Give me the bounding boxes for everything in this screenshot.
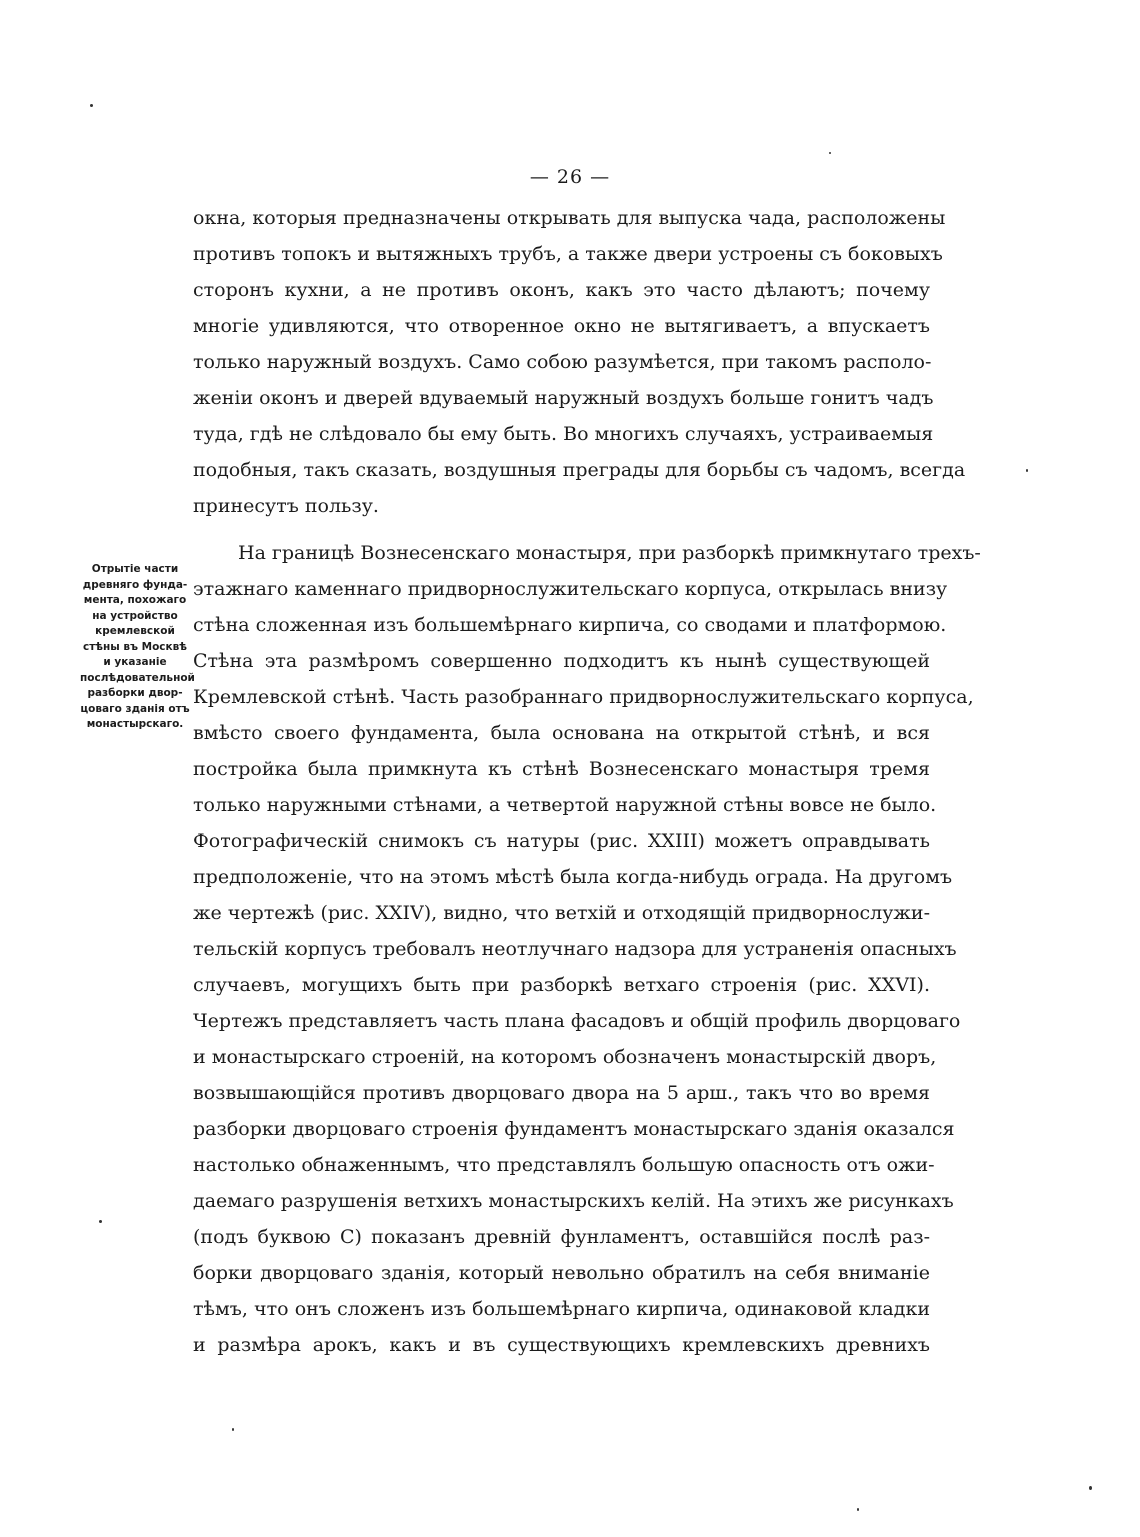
text-line: сторонъ кухни, а не противъ оконъ, какъ это часто дѣлаютъ; почему (193, 279, 930, 301)
text-line: постройка была примкнута къ стѣнѣ Вознесенскаго монастыря тремя (193, 758, 930, 780)
marginal-line: послѣдовательной (80, 671, 195, 684)
text-line: (подъ буквою С) показанъ древній фунламентъ, оставшійся послѣ раз- (193, 1226, 930, 1248)
scan-speck (232, 1428, 234, 1431)
scan-speck (90, 104, 93, 107)
scan-speck (1026, 469, 1028, 472)
text-line: настолько обнаженнымъ, что представлялъ большую опасность отъ ожи- (193, 1154, 935, 1176)
text-line: даемаго разрушенія ветхихъ монастырскихъ келій. На этихъ же рисункахъ (193, 1190, 954, 1212)
text-line: этажнаго каменнаго придворнослужительскаго корпуса, открылась внизу (193, 578, 948, 600)
text-line: вмѣсто своего фундамента, была основана на открытой стѣнѣ, и вся (193, 722, 930, 744)
marginal-line: древняго фунда- (82, 578, 188, 591)
text-line: же чертежѣ (рис. XXIV), видно, что ветхій и отходящій придворнослужи- (193, 902, 930, 924)
text-line: тельскій корпусъ требовалъ неотлучнаго надзора для устраненія опасныхъ (193, 938, 957, 960)
text-line: Кремлевской стѣнѣ. Часть разобраннаго придворнослужительскаго корпуса, (193, 686, 974, 708)
marginal-line: монастырскаго. (86, 718, 184, 730)
page-number: — 26 — (529, 166, 611, 188)
text-line: стѣна сложенная изъ большемѣрнаго кирпича, со сводами и платформою. (193, 614, 947, 636)
marginal-line: кремлевской (95, 625, 175, 637)
text-line: разборки дворцоваго строенія фундаментъ монастырскаго зданія оказался (193, 1118, 955, 1140)
marginal-line: мента, похожаго (83, 594, 187, 606)
text-line: женіи оконъ и дверей вдуваемый наружный воздухъ больше гонитъ чадъ (193, 387, 934, 409)
text-line: Чертежъ представляетъ часть плана фасадовъ и общій профиль дворцоваго (193, 1010, 961, 1032)
text-line: противъ топокъ и вытяжныхъ трубъ, а также двери устроены съ боковыхъ (193, 243, 943, 265)
marginal-line: разборки двор- (87, 687, 183, 699)
text-line: только наружный воздухъ. Само собою разумѣется, при такомъ располо- (193, 351, 932, 373)
text-line: подобныя, такъ сказать, воздушныя преграды для борьбы съ чадомъ, всегда (193, 459, 966, 481)
scan-speck (857, 1508, 859, 1511)
marginal-line: стѣны въ Москвѣ (82, 640, 187, 653)
marginal-line: Отрытіе части (91, 563, 179, 575)
marginal-note (80, 562, 195, 733)
text-line: принесутъ пользу. (193, 495, 379, 517)
scan-speck (1089, 1486, 1092, 1490)
marginal-line: на устройство (92, 609, 178, 622)
text-line: случаевъ, могущихъ быть при разборкѣ ветхаго строенія (рис. XXVI). (193, 974, 930, 996)
text-line: и монастырскаго строеній, на которомъ обозначенъ монастырскій дворъ, (193, 1046, 937, 1068)
scan-speck (829, 152, 831, 154)
text-line: только наружными стѣнами, а четвертой наружной стѣны вовсе не было. (193, 794, 937, 816)
scan-speck (99, 1220, 102, 1223)
text-line: На границѣ Вознесенскаго монастыря, при разборкѣ примкнутаго трехъ- (238, 542, 981, 564)
text-line: туда, гдѣ не слѣдовало бы ему быть. Во многихъ случаяхъ, устраиваемыя (193, 423, 934, 445)
text-line: Фотографическій снимокъ съ натуры (рис. XXIII) можетъ оправдывать (193, 830, 930, 852)
text-line: и размѣра арокъ, какъ и въ существующихъ кремлевскихъ древнихъ (193, 1334, 930, 1356)
text-line: Стѣна эта размѣромъ совершенно подходитъ къ нынѣ существующей (193, 650, 930, 672)
text-line: предположеніе, что на этомъ мѣстѣ была когда-нибудь ограда. На другомъ (193, 866, 953, 888)
text-line: тѣмъ, что онъ сложенъ изъ большемѣрнаго кирпича, одинаковой кладки (193, 1298, 930, 1320)
text-line: окна, которыя предназначены открывать для выпуска чада, расположены (193, 207, 946, 229)
marginal-line: и указаніе (103, 656, 167, 668)
marginal-line: цоваго зданія отъ (80, 702, 190, 715)
text-line: многіе удивляются, что отворенное окно не вытягиваетъ, а впускаетъ (193, 315, 930, 337)
text-line: возвышающійся противъ дворцоваго двора на 5 арш., такъ что во время (193, 1082, 930, 1104)
text-line: борки дворцоваго зданія, который невольно обратилъ на себя вниманіе (193, 1262, 930, 1284)
